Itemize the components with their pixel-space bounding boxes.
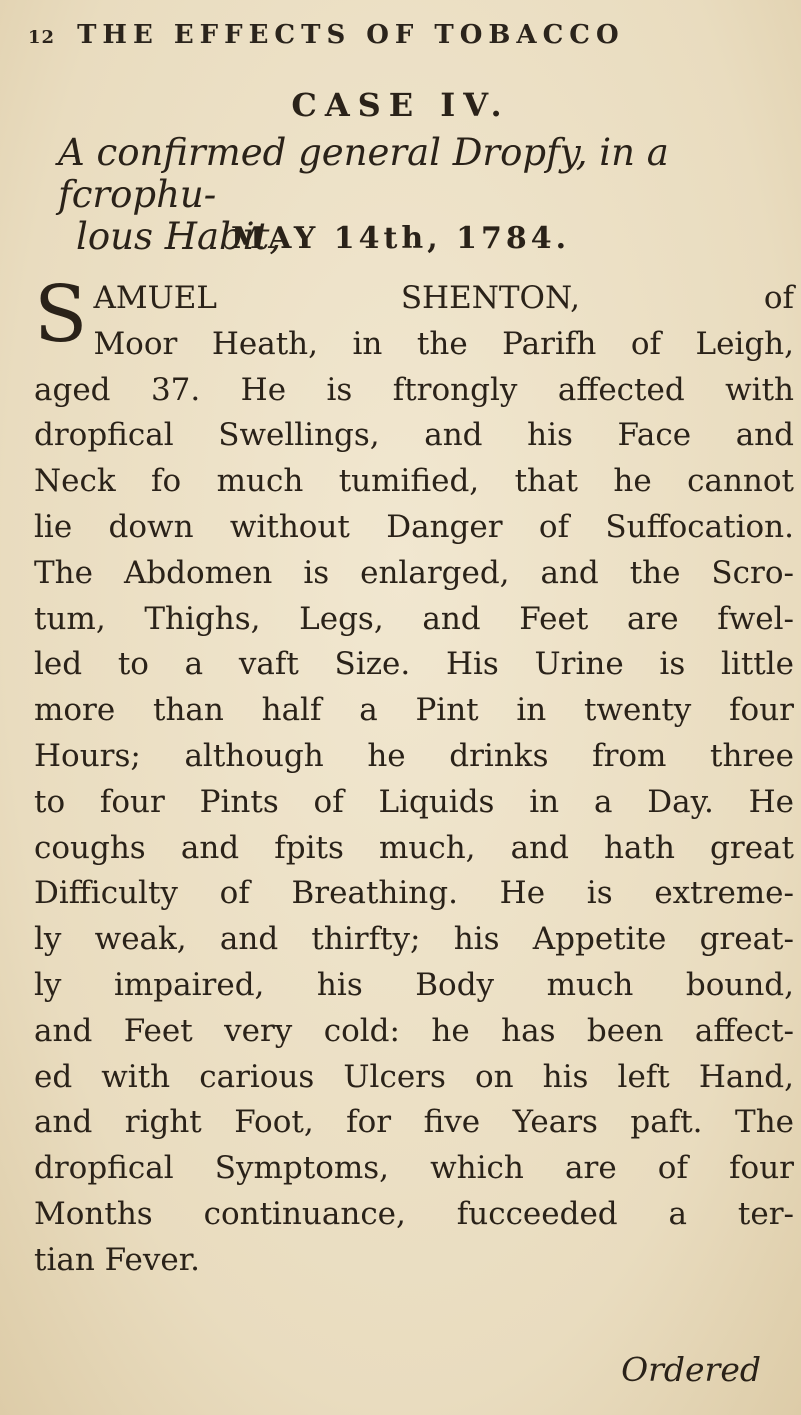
body-line: dropfical Swellings, and his Face and xyxy=(34,417,794,454)
body-line: ed with carious Ulcers on his left Hand, xyxy=(34,1058,794,1095)
body-line: tum, Thighs, Legs, and Feet are fwel- xyxy=(34,600,794,637)
body-line: Neck fo much tumified, that he cannot xyxy=(34,463,794,500)
case-body xyxy=(34,270,794,1284)
subtitle-line-2: lous Habit, xyxy=(76,215,282,258)
body-line: tian Fever. xyxy=(34,1241,200,1278)
case-title: CASE IV. xyxy=(291,86,510,124)
running-title: THE EFFECTS OF TOBACCO xyxy=(77,20,625,50)
body-line: coughs and fpits much, and hath great xyxy=(34,829,794,866)
body-line: aged 37. He is ftrongly affected with xyxy=(34,371,794,408)
body-line: and right Foot, for five Years paft. The xyxy=(34,1104,794,1141)
drop-cap: S xyxy=(34,270,88,360)
body-line: to four Pints of Liquids in a Day. He xyxy=(34,783,794,820)
body-line: ly weak, and thirfty; his Appetite great- xyxy=(34,921,794,958)
body-line: lie down without Danger of Suffocation. xyxy=(34,508,794,545)
body-line: ly impaired, his Body much bound, xyxy=(34,966,794,1003)
body-line: and Feet very cold: he has been affect- xyxy=(34,1012,794,1049)
body-line: Hours; although he drinks from three xyxy=(34,737,794,774)
running-header xyxy=(28,20,771,50)
page-number: 12 xyxy=(28,27,56,48)
body-line: AMUEL SHENTON, of xyxy=(93,280,794,316)
body-line: led to a vaft Size. His Urine is little xyxy=(34,646,794,683)
body-line: Moor Heath, in the Parifh of Leigh, xyxy=(93,325,794,362)
body-line: more than half a Pint in twenty four xyxy=(34,692,794,729)
body-line: dropfical Symptoms, which are of four xyxy=(34,1150,794,1187)
case-date: MAY 14th, 1784. xyxy=(230,221,571,256)
body-line: Months continuance, fucceeded a ter- xyxy=(34,1195,794,1232)
body-line: Difficulty of Breathing. He is extreme- xyxy=(34,875,794,912)
catchword: Ordered xyxy=(621,1350,761,1389)
subtitle-line-1: A confirmed general Dropfy, in a fcrophu- xyxy=(58,131,669,216)
body-line: The Abdomen is enlarged, and the Scro- xyxy=(34,554,794,591)
